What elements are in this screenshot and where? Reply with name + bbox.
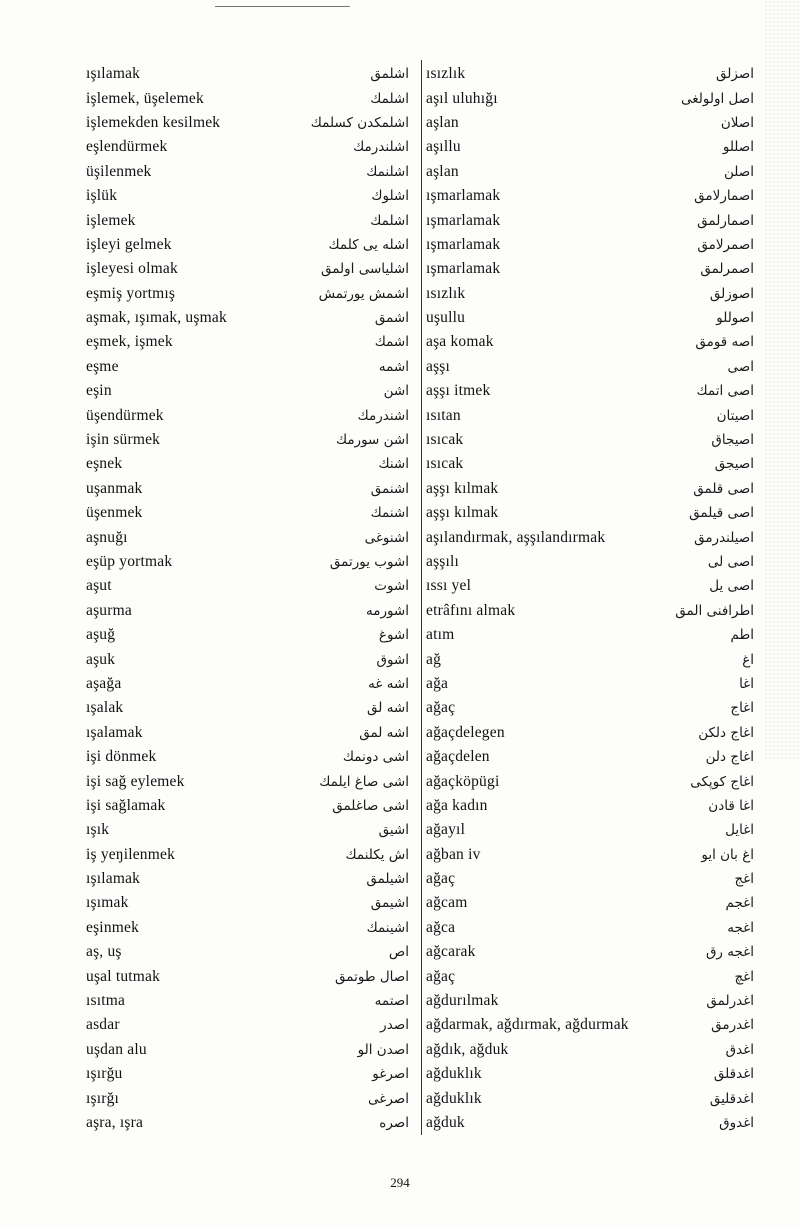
turkish-term: aşşılı — [426, 553, 460, 570]
ottoman-script-term: اشى صاغ ايلمك — [319, 773, 409, 790]
turkish-term: iş yeŋilenmek — [86, 845, 176, 863]
ottoman-script-term: اصى — [727, 358, 754, 375]
turkish-term: ağban iv — [426, 845, 481, 863]
ottoman-script-term: اغجه رق — [705, 944, 754, 961]
dictionary-entry — [86, 501, 419, 525]
dictionary-entry — [426, 428, 754, 452]
turkish-term: ağaç — [426, 870, 456, 888]
ottoman-script-term: اغا — [739, 675, 754, 692]
ottoman-script-term: اغ — [742, 651, 754, 668]
dictionary-entry — [86, 379, 419, 403]
turkish-term: aşıllu — [426, 138, 461, 156]
turkish-term: uşanmak — [86, 479, 143, 497]
ottoman-script-term: اشلنمك — [366, 163, 409, 180]
ottoman-script-term: اغايل — [725, 822, 754, 839]
turkish-term: eşinmek — [86, 918, 140, 936]
dictionary-entry — [426, 525, 754, 549]
ottoman-script-term: اصمرلمق — [700, 261, 754, 278]
ottoman-script-term: اصى قيلمق — [689, 505, 754, 522]
ottoman-script-term: اطرافنى المق — [675, 602, 754, 619]
ottoman-script-term: اشنمك — [370, 505, 409, 522]
turkish-term: üşendürmek — [86, 406, 164, 424]
ottoman-script-term: اصيجق — [714, 456, 754, 473]
dictionary-entry — [426, 745, 754, 769]
turkish-term: aşlan — [426, 162, 459, 180]
ottoman-script-term: اشن سورمك — [335, 432, 409, 449]
turkish-term: atım — [426, 626, 455, 644]
turkish-term: aşuk — [86, 650, 116, 668]
page-number: 294 — [390, 1175, 410, 1190]
dictionary-entry — [86, 574, 419, 598]
turkish-term: ağaçköpügi — [426, 772, 500, 790]
ottoman-script-term: اصمارلامق — [694, 188, 754, 205]
ottoman-script-term: اشمق — [374, 310, 409, 327]
ottoman-script-term: اصى لى — [707, 554, 754, 570]
dictionary-entry — [426, 1013, 754, 1037]
turkish-term: aşıl uluhığı — [426, 89, 498, 107]
turkish-term: aşa komak — [426, 333, 494, 351]
ottoman-script-term: اصدن الو — [357, 1041, 409, 1058]
dictionary-entry — [86, 989, 419, 1013]
ottoman-script-term: اغدوق — [719, 1114, 754, 1131]
turkish-term: ağaçdelegen — [426, 723, 505, 741]
dictionary-entry — [86, 818, 419, 842]
scan-edge-texture — [764, 0, 800, 760]
dictionary-entry — [426, 355, 754, 379]
turkish-term: ağa kadın — [426, 796, 488, 814]
ottoman-script-term: اغدرلمق — [706, 993, 754, 1010]
turkish-term: aşağa — [86, 674, 122, 692]
turkish-term: uşullu — [426, 309, 466, 327]
turkish-term: işi dönmek — [86, 748, 157, 766]
ottoman-script-term: اشوغ — [378, 627, 409, 644]
dictionary-entry — [426, 282, 754, 306]
dictionary-entry — [86, 745, 419, 769]
turkish-term: ısıcak — [426, 455, 464, 473]
dictionary-entry — [426, 623, 754, 647]
turkish-term: eşin — [86, 382, 112, 400]
turkish-term: ağaçdelen — [426, 748, 490, 766]
ottoman-script-term: اغدقلق — [713, 1066, 754, 1083]
turkish-term: eşüp yortmak — [86, 553, 173, 570]
turkish-term: ışılamak — [86, 870, 141, 888]
dictionary-entry — [426, 940, 754, 964]
dictionary-entry — [86, 550, 419, 574]
dictionary-entry — [86, 428, 419, 452]
dictionary-entry — [86, 111, 419, 135]
ottoman-script-term: اصلان — [720, 114, 754, 131]
dictionary-entry — [426, 647, 754, 671]
left-column — [86, 62, 419, 1135]
dictionary-entry — [86, 623, 419, 647]
ottoman-script-term: اشمش يورتمش — [318, 285, 409, 302]
dictionary-entry — [426, 550, 754, 574]
ottoman-script-term: اغچ — [734, 968, 754, 985]
turkish-term: uşal tutmak — [86, 967, 161, 985]
ottoman-script-term: اصره — [379, 1114, 409, 1131]
dictionary-entry — [86, 1111, 419, 1135]
dictionary-entry — [86, 233, 419, 257]
turkish-term: ışmarlamak — [426, 211, 501, 229]
turkish-term: asdar — [86, 1016, 120, 1034]
turkish-term: işi sağlamak — [86, 796, 166, 814]
dictionary-entry — [86, 916, 419, 940]
dictionary-entry — [86, 330, 419, 354]
turkish-term: aşşı kılmak — [426, 504, 499, 522]
dictionary-entry — [426, 843, 754, 867]
dictionary-entry — [426, 769, 754, 793]
ottoman-script-term: اصلن — [724, 163, 754, 180]
dictionary-entry — [426, 452, 754, 476]
dictionary-entry — [426, 964, 754, 988]
turkish-term: ağduk — [426, 1113, 465, 1131]
dictionary-entry — [426, 306, 754, 330]
ottoman-script-term: اشلوك — [371, 188, 409, 205]
ottoman-script-term: اشن — [383, 383, 409, 400]
ottoman-script-term: اغاج كوپكى — [690, 773, 754, 790]
ottoman-script-term: اشوق — [376, 651, 409, 668]
ottoman-script-term: اشلمك — [370, 90, 409, 107]
dictionary-entry — [426, 208, 754, 232]
turkish-term: işin sürmek — [86, 431, 161, 449]
ottoman-script-term: اصرغى — [368, 1090, 409, 1107]
dictionary-entry — [86, 62, 419, 86]
ottoman-script-term: اشلندرمك — [353, 139, 409, 156]
ottoman-script-term: اصل اولولغى — [681, 90, 754, 107]
dictionary-entry — [86, 721, 419, 745]
ottoman-script-term: اشنك — [378, 456, 409, 473]
dictionary-entry — [426, 477, 754, 501]
turkish-term: üşilenmek — [86, 162, 152, 180]
turkish-term: eşnek — [86, 455, 123, 473]
ottoman-script-term: اشه لق — [367, 700, 409, 717]
ottoman-script-term: اشلمكدن كسلمك — [310, 114, 409, 131]
ottoman-script-term: اشورمه — [365, 602, 409, 619]
right-column — [426, 62, 754, 1135]
dictionary-entry — [426, 62, 754, 86]
dictionary-entry — [426, 696, 754, 720]
page-top-rule — [215, 6, 350, 7]
ottoman-script-term: اشه لمق — [359, 724, 409, 741]
ottoman-script-term: اصزلق — [715, 66, 754, 83]
dictionary-entry — [86, 355, 419, 379]
dictionary-entry — [86, 282, 419, 306]
ottoman-script-term: اصيلندرمق — [694, 529, 754, 546]
turkish-term: ağaç — [426, 699, 456, 717]
dictionary-entry — [86, 769, 419, 793]
dictionary-entry — [426, 574, 754, 598]
dictionary-entry — [86, 696, 419, 720]
turkish-term: ışık — [86, 821, 110, 839]
dictionary-entry — [86, 672, 419, 696]
ottoman-script-term: اشمه — [378, 358, 409, 375]
dictionary-entry — [426, 1038, 754, 1062]
ottoman-script-term: اصمرلامق — [697, 236, 754, 253]
dictionary-entry — [86, 867, 419, 891]
ottoman-script-term: اطم — [730, 627, 754, 644]
dictionary-entry — [426, 891, 754, 915]
turkish-term: ağa — [426, 674, 449, 692]
ottoman-script-term: اش يكلنمك — [345, 846, 409, 863]
ottoman-script-term: اصمارلمق — [697, 212, 754, 229]
ottoman-script-term: اشلمق — [370, 66, 409, 83]
dictionary-entry — [426, 86, 754, 110]
dictionary-entry — [86, 1062, 419, 1086]
turkish-term: ağdık, ağduk — [426, 1040, 509, 1058]
turkish-term: eşmek, işmek — [86, 333, 173, 351]
dictionary-entry — [86, 794, 419, 818]
turkish-term: ısızlık — [426, 65, 466, 83]
turkish-term: ısıtan — [426, 406, 461, 424]
turkish-term: eşme — [86, 357, 119, 375]
turkish-term: ışmarlamak — [426, 187, 501, 205]
turkish-term: aş, uş — [86, 943, 122, 961]
turkish-term: aşuğ — [86, 626, 116, 644]
ottoman-script-term: اشمك — [374, 334, 409, 351]
dictionary-entry — [86, 184, 419, 208]
turkish-term: aşşı kılmak — [426, 479, 499, 497]
ottoman-script-term: اغج — [734, 871, 754, 888]
turkish-term: ışalamak — [86, 723, 143, 741]
turkish-term: ağdarmak, ağdırmak, ağdurmak — [426, 1016, 629, 1034]
ottoman-script-term: اشنمق — [370, 480, 409, 497]
turkish-term: ışırğı — [86, 1089, 120, 1107]
dictionary-entry — [86, 940, 419, 964]
turkish-term: işleyesi olmak — [86, 260, 178, 278]
ottoman-script-term: اشوت — [374, 578, 409, 595]
dictionary-entry — [426, 1111, 754, 1135]
dictionary-entry — [426, 867, 754, 891]
turkish-term: aşlan — [426, 113, 459, 131]
dictionary-entry — [86, 525, 419, 549]
ottoman-script-term: اشيمق — [370, 895, 409, 912]
dictionary-entry — [426, 257, 754, 281]
turkish-term: ısızlık — [426, 284, 466, 302]
dictionary-entry — [426, 233, 754, 257]
ottoman-script-term: اشى صاغلمق — [332, 797, 409, 814]
turkish-term: aşut — [86, 577, 112, 595]
ottoman-script-term: اصه قومق — [695, 334, 754, 351]
ottoman-script-term: اصى اتمك — [696, 383, 754, 400]
ottoman-script-term: اغ بان ايو — [701, 846, 754, 863]
turkish-term: aşşı itmek — [426, 382, 491, 400]
turkish-term: ışalak — [86, 699, 124, 717]
dictionary-entry — [426, 1086, 754, 1110]
ottoman-script-term: اغدقليق — [709, 1090, 754, 1107]
turkish-term: ağ — [426, 650, 442, 668]
turkish-term: ısıtma — [86, 992, 126, 1010]
ottoman-script-term: اشيلمق — [366, 871, 409, 888]
ottoman-script-term: اشلمك — [370, 212, 409, 229]
dictionary-entry — [426, 403, 754, 427]
ottoman-script-term: اشينمك — [366, 919, 409, 936]
dictionary-entry — [86, 403, 419, 427]
dictionary-entry — [86, 964, 419, 988]
turkish-term: ağaç — [426, 967, 456, 985]
column-divider — [421, 60, 422, 1135]
ottoman-script-term: اشيق — [378, 822, 409, 839]
dictionary-entry — [426, 501, 754, 525]
turkish-term: ağca — [426, 918, 456, 936]
ottoman-script-term: اشنوغى — [364, 529, 409, 546]
dictionary-entry — [426, 989, 754, 1013]
dictionary-entry — [86, 208, 419, 232]
turkish-term: etrâfını almak — [426, 601, 516, 619]
ottoman-script-term: اصللو — [722, 139, 754, 156]
dictionary-entry — [426, 135, 754, 159]
ottoman-script-term: اشلياسى اولمق — [320, 261, 409, 278]
ottoman-script-term: اصيتان — [716, 407, 754, 424]
turkish-term: işlük — [86, 187, 118, 205]
dictionary-entry — [86, 891, 419, 915]
dictionary-entry — [426, 379, 754, 403]
turkish-term: ağcam — [426, 894, 468, 912]
ottoman-script-term: اغدرمق — [711, 1017, 754, 1034]
turkish-term: işi sağ eylemek — [86, 772, 185, 790]
turkish-term: aşşı — [426, 357, 451, 375]
ottoman-script-term: اشوب يورتمق — [329, 554, 409, 570]
turkish-term: ıssı yel — [426, 577, 472, 595]
dictionary-entry — [86, 1086, 419, 1110]
turkish-term: ışmarlamak — [426, 235, 501, 253]
ottoman-script-term: اشى دونمك — [342, 749, 409, 766]
ottoman-script-term: اصى قلمق — [693, 480, 754, 497]
dictionary-entry — [426, 184, 754, 208]
turkish-term: ağayıl — [426, 821, 466, 839]
turkish-term: aşnuğı — [86, 528, 128, 546]
ottoman-script-term: اصوزلق — [709, 285, 754, 302]
dictionary-entry — [86, 452, 419, 476]
turkish-term: aşmak, ışımak, uşmak — [86, 309, 227, 327]
dictionary-entry — [426, 818, 754, 842]
ottoman-script-term: اصوللو — [716, 310, 754, 327]
ottoman-script-term: اشندرمك — [357, 407, 409, 424]
dictionary-entry — [426, 794, 754, 818]
ottoman-script-term: اغدق — [725, 1041, 754, 1058]
ottoman-script-term: اغاج — [730, 700, 754, 717]
dictionary-entry — [86, 135, 419, 159]
ottoman-script-term: اشه غه — [368, 675, 409, 692]
turkish-term: uşdan alu — [86, 1040, 147, 1058]
dictionary-entry — [426, 160, 754, 184]
ottoman-script-term: اصرغو — [372, 1066, 409, 1083]
turkish-term: ağduklık — [426, 1065, 482, 1083]
turkish-term: aşılandırmak, aşşılandırmak — [426, 528, 606, 546]
dictionary-entry — [86, 1038, 419, 1062]
dictionary-entry — [426, 672, 754, 696]
turkish-term: ısıcak — [426, 431, 464, 449]
turkish-term: ışımak — [86, 894, 129, 912]
turkish-term: ışılamak — [86, 65, 141, 83]
turkish-term: ağdurılmak — [426, 992, 499, 1010]
dictionary-entry — [86, 647, 419, 671]
turkish-term: aşra, ışra — [86, 1113, 144, 1131]
ottoman-script-term: اصتمه — [374, 993, 409, 1010]
dictionary-entry — [426, 330, 754, 354]
dictionary-entry — [426, 916, 754, 940]
ottoman-script-term: اغجه — [727, 919, 754, 936]
ottoman-script-term: اصى يل — [709, 578, 754, 595]
ottoman-script-term: اصال طوتمق — [335, 968, 409, 985]
turkish-term: ağcarak — [426, 943, 476, 961]
dictionary-entry — [426, 1062, 754, 1086]
dictionary-entry — [86, 257, 419, 281]
turkish-term: eşlendürmek — [86, 138, 168, 156]
ottoman-script-term: اغا قادن — [708, 797, 754, 814]
dictionary-entry — [426, 721, 754, 745]
dictionary-entry — [86, 306, 419, 330]
turkish-term: ışmarlamak — [426, 260, 501, 278]
turkish-term: işlemek — [86, 211, 136, 229]
dictionary-entry — [426, 599, 754, 623]
turkish-term: işlemekden kesilmek — [86, 113, 221, 131]
turkish-term: aşurma — [86, 601, 132, 619]
dictionary-entry — [86, 160, 419, 184]
dictionary-entry — [86, 86, 419, 110]
ottoman-script-term: اص — [388, 944, 409, 961]
ottoman-script-term: اصدر — [380, 1017, 409, 1034]
turkish-term: işlemek, üşelemek — [86, 89, 204, 107]
dictionary-entry — [86, 843, 419, 867]
dictionary-entry — [86, 1013, 419, 1037]
dictionary-entry — [426, 111, 754, 135]
ottoman-script-term: اغاج دلكن — [698, 724, 754, 741]
ottoman-script-term: اشله يى كلمك — [328, 236, 409, 253]
turkish-term: üşenmek — [86, 504, 143, 522]
turkish-term: eşmiş yortmış — [86, 284, 176, 302]
turkish-term: işleyi gelmek — [86, 235, 172, 253]
turkish-term: ışırğu — [86, 1065, 123, 1083]
ottoman-script-term: اغجم — [725, 895, 754, 912]
dictionary-entry — [86, 477, 419, 501]
turkish-term: ağduklık — [426, 1089, 482, 1107]
ottoman-script-term: اغاج دلن — [705, 749, 754, 766]
ottoman-script-term: اصيجاق — [711, 432, 754, 449]
dictionary-entry — [86, 599, 419, 623]
